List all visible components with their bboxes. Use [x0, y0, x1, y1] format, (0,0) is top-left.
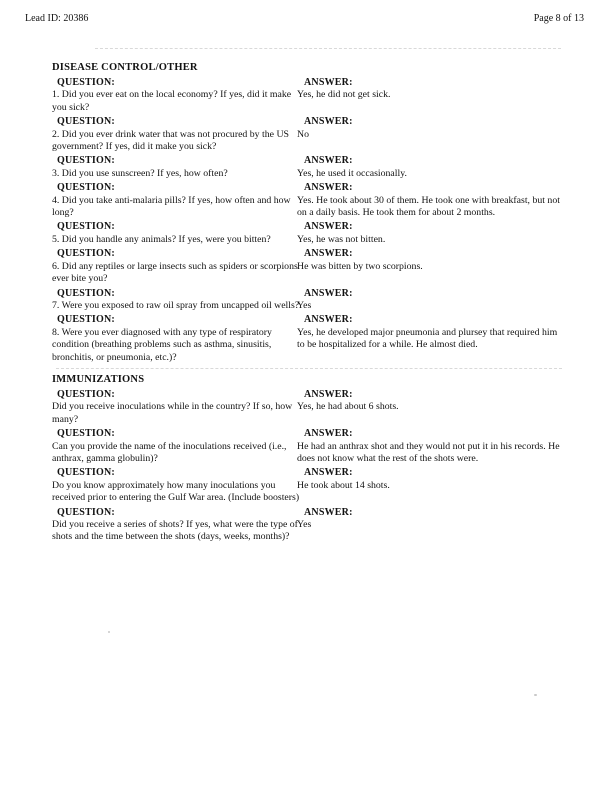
question-text: 4. Did you take anti-malaria pills? If yes, how often and how long? [52, 194, 291, 219]
answer-cell [297, 428, 566, 465]
qa-row [52, 467, 566, 504]
answer-label: ANSWER: [304, 314, 353, 326]
question-label: QUESTION: [57, 248, 115, 260]
question-label: QUESTION: [57, 428, 115, 440]
answer-cell [297, 182, 566, 219]
answer-cell [297, 507, 566, 544]
answer-cell [297, 248, 566, 285]
qa-row [52, 428, 566, 465]
question-text: 2. Did you ever drink water that was not procured by the US government? If yes, did it make you sick? [52, 128, 289, 153]
answer-label: ANSWER: [304, 221, 353, 233]
answer-text: Yes, he used it occasionally. [297, 167, 407, 179]
question-cell [52, 116, 297, 153]
answer-label: ANSWER: [304, 388, 353, 400]
question-cell [52, 507, 297, 544]
page-number: Page 8 of 13 [533, 13, 584, 24]
question-label: QUESTION: [57, 314, 115, 326]
qa-row [52, 221, 566, 246]
question-cell [52, 77, 297, 114]
qa-row [52, 155, 566, 180]
question-cell [52, 182, 297, 219]
question-label: QUESTION: [57, 221, 115, 233]
answer-label: ANSWER: [304, 428, 353, 440]
answer-label: ANSWER: [304, 467, 353, 479]
answer-label: ANSWER: [304, 182, 353, 194]
question-label: QUESTION: [57, 155, 115, 167]
question-text: 1. Did you ever eat on the local economy? If yes, did it make you sick? [52, 89, 292, 113]
question-text: 8. Were you ever diagnosed with any type of respiratory condition (breathing problems such as asthma, sinusitis, bronchitis, or pneumonia, etc.)? [52, 326, 272, 363]
answer-text: He took about 14 shots. [297, 479, 390, 491]
question-text: Can you provide the name of the inoculations received (i.e., anthrax, gamma globulin)? [52, 440, 287, 464]
answer-label: ANSWER: [304, 506, 353, 518]
question-text: Did you receive inoculations while in the country? If so, how many? [52, 401, 293, 425]
question-text: 5. Did you handle any animals? If yes, were you bitten? [52, 233, 271, 245]
qa-row [52, 389, 566, 426]
answer-text: He was bitten by two scorpions. [297, 260, 423, 272]
answer-cell [297, 467, 566, 504]
question-text: 6. Did any reptiles or large insects such as spiders or scorpions ever bite you? [52, 260, 298, 285]
qa-row [52, 507, 566, 544]
question-label: QUESTION: [57, 116, 115, 128]
qa-row [52, 77, 566, 114]
answer-label: ANSWER: [304, 116, 353, 128]
section-title: IMMUNIZATIONS [52, 373, 145, 385]
answer-label: ANSWER: [304, 155, 353, 167]
qa-row [52, 182, 566, 219]
question-label: QUESTION: [57, 182, 115, 194]
question-cell [52, 467, 300, 504]
question-cell [52, 389, 297, 426]
qa-row [52, 248, 566, 285]
answer-label: ANSWER: [304, 248, 353, 260]
question-text: 3. Did you use sunscreen? If yes, how often? [52, 167, 228, 179]
answer-cell [297, 314, 566, 364]
section-immunizations [52, 373, 566, 544]
question-text: Do you know approximately how many inoculations you received prior to entering the Gulf War area. (Include boosters) [52, 479, 300, 504]
question-cell [52, 155, 297, 180]
answer-text: Yes, he was not bitten. [297, 233, 386, 245]
question-label: QUESTION: [57, 388, 115, 400]
question-cell [52, 428, 297, 465]
answer-cell [297, 116, 566, 153]
answer-text: Yes, he had about 6 shots. [297, 401, 399, 413]
answer-cell [297, 155, 566, 180]
question-label: QUESTION: [57, 467, 115, 479]
question-cell [52, 314, 297, 364]
answer-cell [297, 389, 566, 426]
answer-text: Yes. He took about 30 of them. He took one with breakfast, but not on a daily basis. He took them for about 2 months. [297, 194, 560, 219]
section-disease-control [52, 61, 566, 364]
question-label: QUESTION: [57, 506, 115, 518]
question-text: 7. Were you exposed to raw oil spray from uncapped oil wells? [52, 299, 300, 311]
answer-text: Yes, he did not get sick. [297, 89, 391, 101]
answer-cell [297, 77, 566, 114]
question-cell [52, 248, 297, 285]
answer-cell [297, 221, 566, 246]
answer-label: ANSWER: [304, 77, 353, 88]
qa-row [52, 288, 566, 313]
question-cell [52, 287, 300, 313]
scan-speck [108, 631, 110, 633]
question-label: QUESTION: [57, 287, 115, 299]
document-content [52, 61, 566, 546]
qa-row [52, 314, 566, 364]
answer-label: ANSWER: [304, 287, 353, 299]
answer-cell [297, 288, 566, 313]
question-label: QUESTION: [57, 77, 115, 88]
answer-text: He had an anthrax shot and they would not put it in his records. He does not know what the rest of the shots were. [297, 440, 560, 464]
scan-speck [534, 694, 537, 696]
answer-text: Yes, he developed major pneumonia and plursey that required him to be hospitalized for a while. He almost died. [297, 326, 558, 351]
question-text: Did you receive a series of shots? If yes, what were the type of shots and the time between the shots (days, weeks, months)? [52, 519, 298, 543]
question-cell [52, 221, 297, 246]
section-title: DISEASE CONTROL/OTHER [52, 62, 198, 73]
lead-id: Lead ID: 20386 [25, 13, 89, 24]
qa-row [52, 116, 566, 153]
scan-artifact-line [95, 48, 561, 49]
answer-text: Yes [297, 519, 312, 530]
answer-text: Yes [297, 299, 312, 311]
answer-text: No [297, 128, 309, 140]
